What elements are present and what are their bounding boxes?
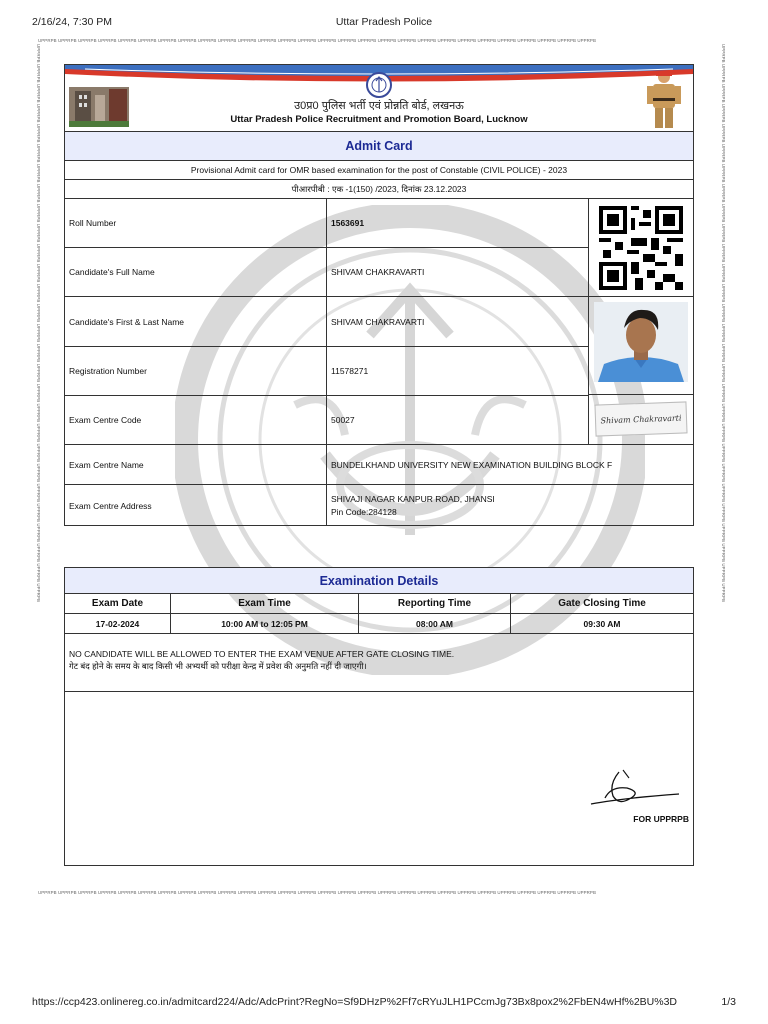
authority-signature	[583, 764, 683, 814]
admit-card-title: Admit Card	[65, 131, 693, 160]
label-centre-code: Exam Centre Code	[65, 396, 327, 445]
qr-code-cell	[589, 199, 693, 297]
entry-notice-english: NO CANDIDATE WILL BE ALLOWED TO ENTER THE EXAM VENUE AFTER GATE CLOSING TIME.	[69, 649, 455, 659]
label-centre-name: Exam Centre Name	[65, 445, 327, 485]
print-page-title: Uttar Pradesh Police	[335, 16, 433, 28]
value-gate-closing-time: 09:30 AM	[511, 614, 693, 634]
upprpb-emblem-icon	[366, 72, 392, 98]
exam-details-card	[64, 567, 694, 866]
entry-notice-hindi: गेट बंद होने के समय के बाद किसी भी अभ्यर्थी को परीक्षा केन्द्र में प्रवेश की अनुमति नहीं दी जाएगी।	[69, 661, 367, 671]
watermark-border-bottom: UPPRPB UPPRPB UPPRPB UPPRPB UPPRPB UPPRPB UPPRPB UPPRPB UPPRPB UPPRPB UPPRPB UPPRPB UPPRPB UPPRPB UPPRPB UPPRPB UPPRPB UPPRPB UPPRPB UPPRPB UPPRPB UPPRPB UPPRPB UPPRPB UPPRPB UPPRPB UPPRPB UPPRPB	[38, 890, 596, 895]
watermark-border-top: UPPRPB UPPRPB UPPRPB UPPRPB UPPRPB UPPRPB UPPRPB UPPRPB UPPRPB UPPRPB UPPRPB UPPRPB UPPRPB UPPRPB UPPRPB UPPRPB UPPRPB UPPRPB UPPRPB UPPRPB UPPRPB UPPRPB UPPRPB UPPRPB UPPRPB UPPRPB UPPRPB UPPRPB	[38, 38, 596, 43]
qr-code-icon	[599, 206, 683, 290]
value-reporting-time: 08:00 AM	[359, 614, 511, 634]
label-centre-address: Exam Centre Address	[65, 485, 327, 526]
label-full-name: Candidate's Full Name	[65, 248, 327, 297]
board-name-hindi: उ0प्र0 पुलिस भर्ती एवं प्रोन्नति बोर्ड, लखनऊ	[294, 100, 464, 112]
label-registration-number: Registration Number	[65, 347, 327, 396]
print-url: https://ccp423.onlinereg.co.in/admitcard224/Adc/AdcPrint?RegNo=Sf9DHzP%2Ff7cRYuJLH1PCcmJg73Bx8pox2%2FbEN4wHf%2BU%3D	[32, 996, 678, 1008]
value-first-last-name: SHIVAM CHAKRAVARTI	[327, 297, 589, 347]
admit-card	[64, 64, 694, 526]
value-full-name: SHIVAM CHAKRAVARTI	[327, 248, 589, 297]
value-centre-code: 50027	[327, 396, 589, 445]
label-first-last-name: Candidate's First & Last Name	[65, 297, 327, 347]
header-exam-date: Exam Date	[65, 594, 171, 614]
print-header	[0, 16, 768, 30]
entry-notice	[65, 634, 693, 692]
header-banner	[65, 65, 693, 131]
centre-address-line: SHIVAJI NAGAR KANPUR ROAD, JHANSI	[331, 493, 495, 504]
watermark-border-right: UPPRPB UPPRPB UPPRPB UPPRPB UPPRPB UPPRPB UPPRPB UPPRPB UPPRPB UPPRPB UPPRPB UPPRPB UPPRPB UPPRPB UPPRPB UPPRPB UPPRPB UPPRPB UPPRPB UPPRPB UPPRPB UPPRPB UPPRPB UPPRPB UPPRPB UPPRPB UPPRPB UPPRPB	[721, 44, 726, 602]
admit-card-subtitle: Provisional Admit card for OMR based examination for the post of Constable (CIVIL POLICE) - 2023	[65, 160, 693, 179]
value-exam-date: 17-02-2024	[65, 614, 171, 634]
value-centre-name: BUNDELKHAND UNIVERSITY NEW EXAMINATION BUILDING BLOCK F	[327, 445, 693, 485]
candidate-photo	[594, 302, 688, 382]
candidate-photo-cell	[589, 297, 693, 395]
value-centre-address	[327, 485, 693, 526]
candidate-details-table	[65, 198, 693, 525]
label-roll-number: Roll Number	[65, 199, 327, 248]
admit-card-reference-hindi: पीआरपीबी : एक -1(150) /2023, दिनांक 23.12.2023	[65, 179, 693, 198]
watermark-border-left: UPPRPB UPPRPB UPPRPB UPPRPB UPPRPB UPPRPB UPPRPB UPPRPB UPPRPB UPPRPB UPPRPB UPPRPB UPPRPB UPPRPB UPPRPB UPPRPB UPPRPB UPPRPB UPPRPB UPPRPB UPPRPB UPPRPB UPPRPB UPPRPB UPPRPB UPPRPB UPPRPB UPPRPB	[36, 44, 41, 602]
value-registration-number: 11578271	[327, 347, 589, 396]
authority-label: FOR UPPRPB	[633, 814, 689, 824]
value-roll-number: 1563691	[327, 199, 589, 248]
print-footer	[0, 996, 768, 1010]
print-page-count: 1/3	[721, 996, 736, 1008]
candidate-signature-cell	[589, 395, 693, 445]
header-gate-closing-time: Gate Closing Time	[511, 594, 693, 614]
header-exam-time: Exam Time	[171, 594, 359, 614]
exam-details-title: Examination Details	[65, 568, 693, 594]
value-exam-time: 10:00 AM to 12:05 PM	[171, 614, 359, 634]
centre-pin-code: Pin Code:284128	[331, 506, 397, 517]
print-datetime: 2/16/24, 7:30 PM	[32, 16, 112, 28]
header-reporting-time: Reporting Time	[359, 594, 511, 614]
board-name-english: Uttar Pradesh Police Recruitment and Promotion Board, Lucknow	[230, 114, 528, 125]
candidate-signature: Shivam Chakravarti	[594, 401, 687, 436]
